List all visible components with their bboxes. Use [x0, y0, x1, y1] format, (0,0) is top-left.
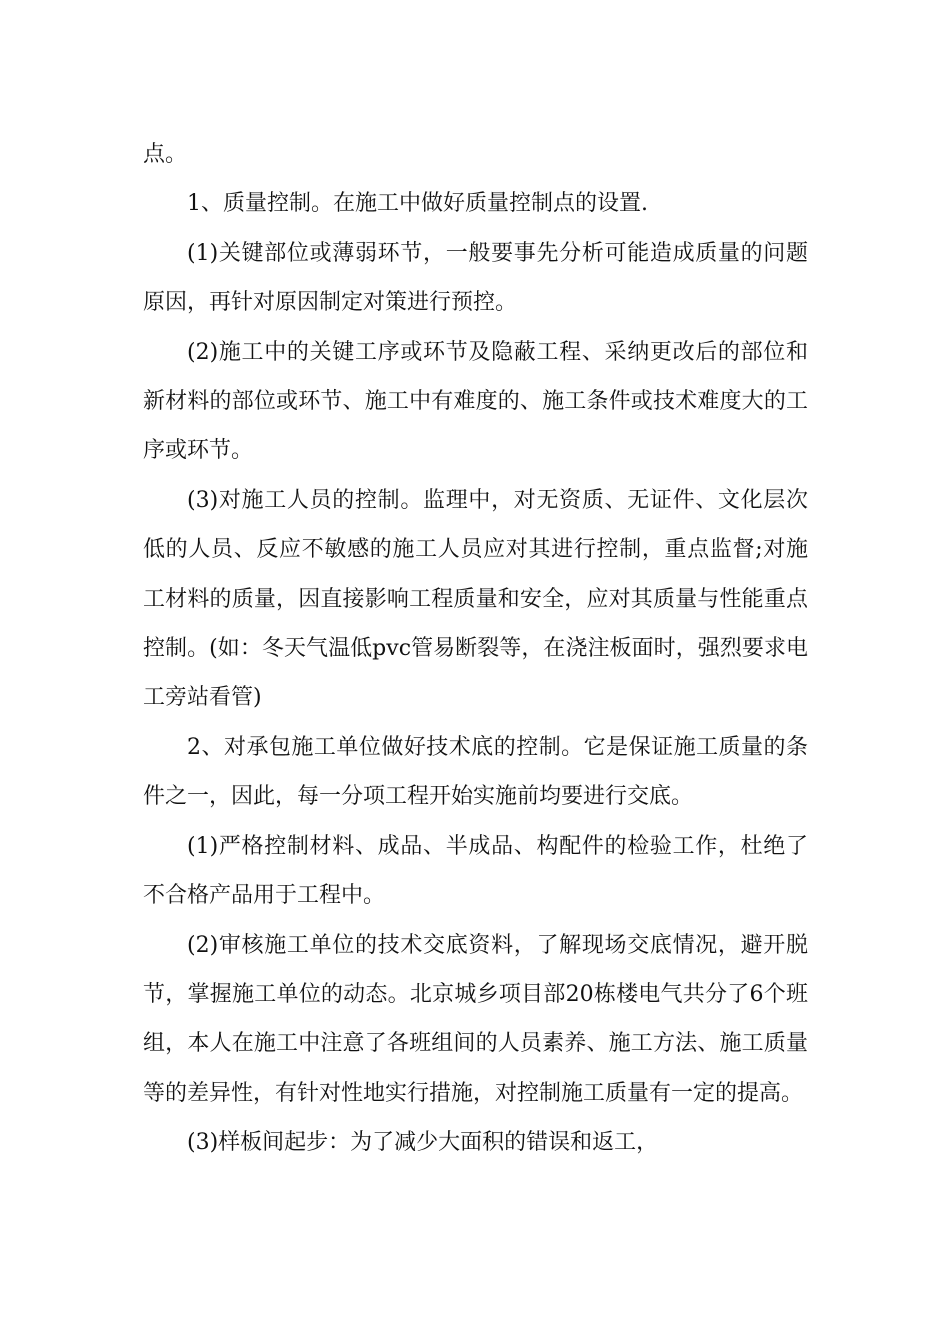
paragraph-key-processes: (2)施工中的关键工序或环节及隐蔽工程、采纳更改后的部位和新材料的部位或环节、施工中有难度的、施工条件或技术难度大的工序或环节。 [143, 339, 808, 464]
paragraph-sample-room: (3)样板间起步：为了减少大面积的错误和返工， [187, 1130, 659, 1156]
document-body [143, 130, 808, 1168]
paragraph-key-parts: (1)关键部位或薄弱环节，一般要事先分析可能造成质量的问题原因，再针对原因制定对策进行预控。 [143, 240, 808, 316]
paragraph-technical-disclosure: 2、对承包施工单位做好技术底的控制。它是保证施工质量的条件之一，因此，每一分项工程开始实施前均要进行交底。 [143, 734, 808, 810]
paragraph-material-inspection: (1)严格控制材料、成品、半成品、构配件的检验工作，杜绝了不合格产品用于工程中。 [143, 833, 808, 909]
paragraph-personnel-control: (3)对施工人员的控制。监理中，对无资质、无证件、文化层次低的人员、反应不敏感的施工人员应对其进行控制，重点监督;对施工材料的质量，因直接影响工程质量和安全，应对其质量与性能重点控制。(如：冬天气温低pvc管易断裂等，在浇注板面时，强烈要求电工旁站看管) [143, 487, 808, 711]
paragraph-continuation: 点。 [143, 142, 188, 167]
paragraph-review-disclosure: (2)审核施工单位的技术交底资料，了解现场交底情况，避开脱节，掌握施工单位的动态。北京城乡项目部20栋楼电气共分了6个班组，本人在施工中注意了各班组间的人员素养、施工方法、施工质量等的差异性，有针对性地实行措施，对控制施工质量有一定的提高。 [143, 932, 808, 1106]
paragraph-quality-control: 1、质量控制。在施工中做好质量控制点的设置. [187, 191, 648, 217]
